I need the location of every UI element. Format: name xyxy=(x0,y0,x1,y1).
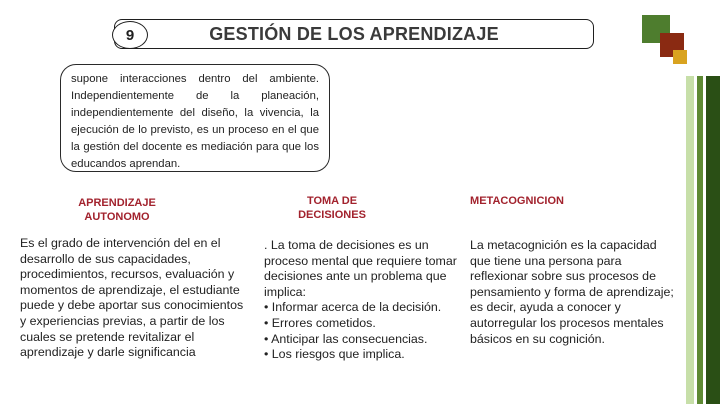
bullet-item: • Anticipar las consecuencias. xyxy=(264,331,428,346)
heading-line: TOMA DE xyxy=(306,195,358,207)
heading-line: AUTONOMO xyxy=(84,211,150,223)
decor-stripe-mid xyxy=(697,76,703,404)
heading-line: DECISIONES xyxy=(298,209,366,221)
column-body-toma-de-decisiones xyxy=(264,238,462,363)
bullet-item: • Los riesgos que implica. xyxy=(264,347,405,362)
column-body-aprendizaje-autonomo: Es el grado de intervención del en el desarrollo de sus capacidades, procedimientos, recursos, evaluación y momentos de aprendizaje, el estudiante puede y debe aportar sus conocimientos y experiencias previas, a partir de los cuales se pretende revitalizar el aprendizaje y darle significancia xyxy=(20,236,244,360)
column-heading-toma-de-decisiones xyxy=(282,194,382,222)
title-bar xyxy=(114,19,594,49)
decor-stripe-light xyxy=(686,76,694,404)
bullet-item: • Errores cometidos. xyxy=(264,315,376,330)
decision-bullet-list xyxy=(264,300,462,362)
slide-number-badge: 9 xyxy=(112,21,148,49)
column-heading-metacognicion xyxy=(462,194,572,208)
slide-title: GESTIÓN DE LOS APRENDIZAJE xyxy=(209,23,499,44)
heading-line: APRENDIZAJE xyxy=(78,197,156,209)
decor-square-gold xyxy=(673,50,687,64)
column-intro-text: . La toma de decisiones es un proceso mental que requiere tomar decisiones ante un problema que implica: xyxy=(264,238,457,299)
heading-line: METACOGNICION xyxy=(470,195,564,207)
bullet-item: • Informar acerca de la decisión. xyxy=(264,300,442,315)
column-body-metacognicion: La metacognición es la capacidad que tiene una persona para reflexionar sobre sus procesos de pensamiento y forma de aprendizaje; es decir, ayuda a conocer y autorregular los procesos mentales básicos en su cognición. xyxy=(470,238,674,346)
intro-text-box: supone interacciones dentro del ambiente. Independientemente de la planeación, independientemente del diseño, la vivencia, la ejecución de lo previsto, es un proceso en el que la gestión del docente es mediación para que los educandos aprendan. xyxy=(60,64,330,172)
decor-stripe-dark xyxy=(706,76,720,404)
column-heading-aprendizaje-autonomo xyxy=(62,196,172,224)
